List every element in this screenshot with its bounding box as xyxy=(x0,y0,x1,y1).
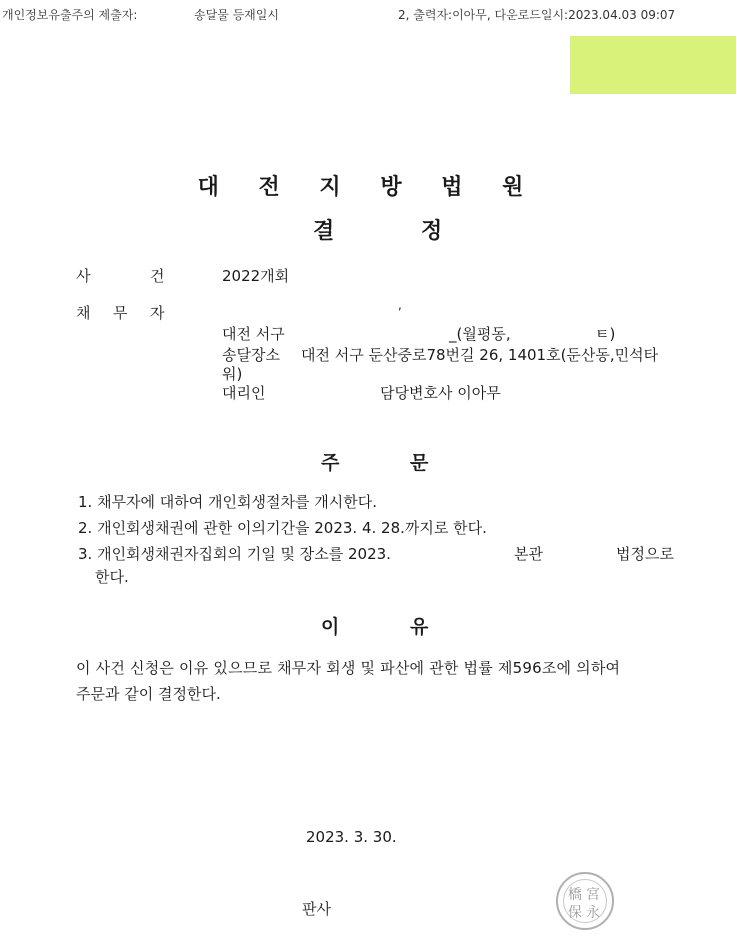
delivery-address-line1: 대전 서구 둔산중로78번길 26, 1401호(둔산동,민석타 xyxy=(301,346,659,364)
decision-title-right: 정 xyxy=(421,219,443,244)
reason-heading-left: 이 xyxy=(321,616,340,638)
order-item-3-end: 법정으로 xyxy=(616,545,674,563)
case-label-2: 건 xyxy=(150,267,165,285)
order-item-1: 1. 채무자에 대하여 개인회생절차를 개시한다. xyxy=(78,493,377,511)
debtor-address-prefix: 대전 서구 xyxy=(222,325,285,343)
order-item-3-line2: 한다. xyxy=(95,568,129,586)
agent-label: 대리인 xyxy=(222,384,266,402)
case-label-1: 사 xyxy=(76,267,91,285)
order-item-3-building: 본관 xyxy=(514,545,543,563)
agent-value: 담당변호사 이아무 xyxy=(380,384,501,402)
registry-label: 송달물 등재일시 xyxy=(194,8,279,22)
case-number: 2022개회 xyxy=(222,267,290,285)
order-item-2: 2. 개인회생채권에 관한 이의기간을 2023. 4. 28.까지로 한다. xyxy=(78,519,487,537)
order-heading-left: 주 xyxy=(321,452,340,474)
reason-heading-right: 유 xyxy=(410,616,429,638)
judge-label: 판사 xyxy=(302,900,331,918)
debtor-label-2: 무 xyxy=(113,304,128,322)
delivery-address-line2: 워) xyxy=(222,365,243,383)
highlight-mark xyxy=(570,36,736,94)
court-name: 대 전 지 방 법 원 xyxy=(197,175,540,200)
debtor-address-suffix: _(월평동, xyxy=(449,325,511,343)
reason-line-1: 이 사건 신청은 이유 있으므로 채무자 회생 및 파산에 관한 법률 제596조에 의하여 xyxy=(76,659,621,677)
debtor-address-end: ㅌ) xyxy=(595,325,616,343)
print-info: 2, 출력자:이아무, 다운로드일시:2023.04.03 09:07 xyxy=(398,8,676,22)
order-item-3: 3. 개인회생채권자집회의 기일 및 장소를 2023. xyxy=(78,545,391,563)
debtor-name-comma: , xyxy=(398,298,402,312)
reason-line-2: 주문과 같이 결정한다. xyxy=(76,685,221,703)
debtor-label-1: 채 xyxy=(76,304,91,322)
debtor-label-3: 자 xyxy=(150,304,165,322)
decision-title-left: 결 xyxy=(313,219,335,244)
decision-date: 2023. 3. 30. xyxy=(306,828,397,846)
provider-warning: 개인정보유출주의 제출자: xyxy=(2,8,138,22)
order-heading-right: 문 xyxy=(410,452,429,474)
court-seal-icon: 橋 宮 保 永 xyxy=(556,872,614,930)
delivery-label: 송달장소 xyxy=(222,346,280,364)
